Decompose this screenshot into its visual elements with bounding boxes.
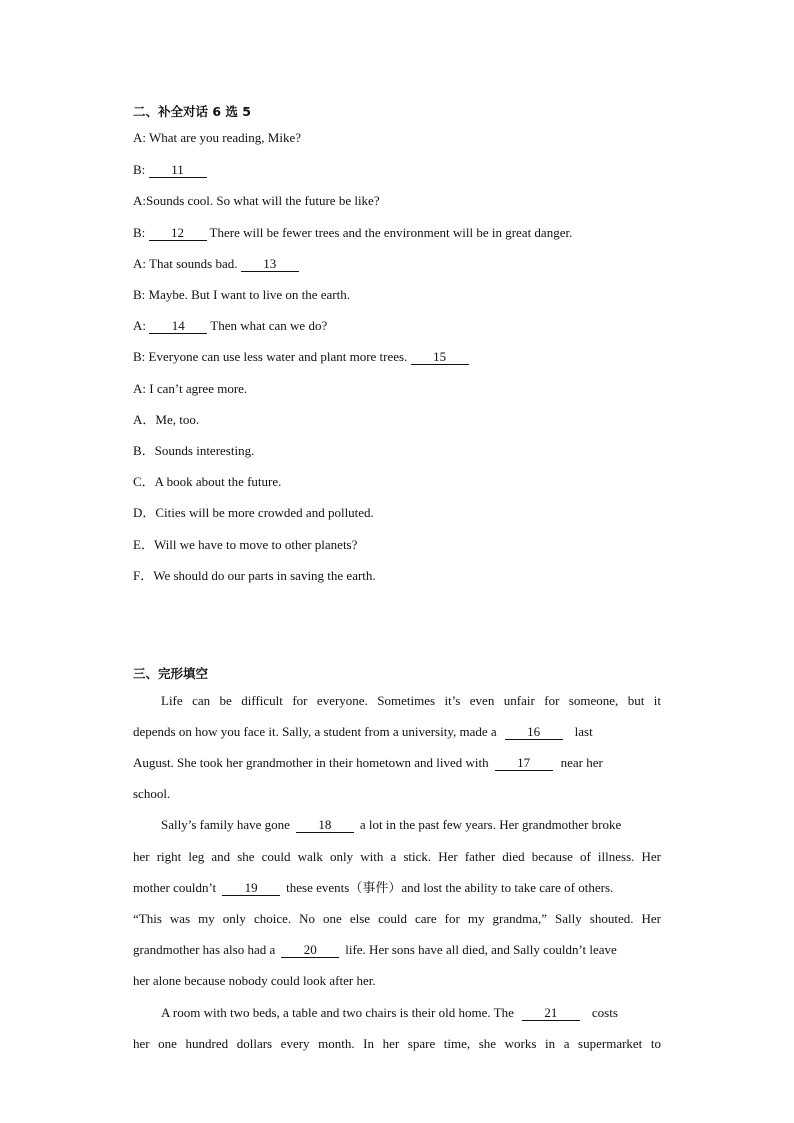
answer-blank[interactable]: 13 [241, 257, 299, 272]
dialogue-line: B: 11 [133, 162, 207, 178]
section-heading-cloze: 三、完形填空 [133, 666, 209, 681]
passage-line: “This was my only choice. No one else could care for my grandma,” Sally shouted. Her [133, 911, 661, 926]
answer-blank[interactable]: 21 [522, 1006, 580, 1021]
dialogue-line: B: Everyone can use less water and plant more trees. 15 [133, 349, 469, 365]
passage-line: August. She took her grandmother in their hometown and lived with 17 near her [133, 755, 603, 770]
dialogue-line: A: I can’t agree more. [133, 381, 248, 396]
answer-blank[interactable]: 11 [149, 163, 207, 178]
answer-blank[interactable]: 19 [222, 881, 280, 896]
passage-line: her alone because nobody could look after her. [133, 973, 376, 988]
option-item: E．Will we have to move to other planets? [133, 537, 358, 552]
dialogue-line: A: 14 Then what can we do? [133, 318, 328, 333]
answer-blank[interactable]: 17 [495, 756, 553, 771]
passage-line: Sally’s family have gone 18 a lot in the past few years. Her grandmother broke [161, 817, 622, 832]
option-item: A．Me, too. [133, 412, 200, 427]
passage-line: A room with two beds, a table and two chairs is their old home. The 21 costs [161, 1005, 618, 1020]
passage-line: grandmother has also had a 20 life. Her sons have all died, and Sally couldn’t leave [133, 942, 617, 957]
passage-line: her one hundred dollars every month. In her spare time, she works in a supermarket to [133, 1036, 661, 1051]
option-item: B．Sounds interesting. [133, 443, 255, 458]
passage-line: school. [133, 786, 171, 801]
option-item: F．We should do our parts in saving the earth. [133, 568, 376, 583]
passage-line: Life can be difficult for everyone. Sometimes it’s even unfair for someone, but it [161, 693, 661, 708]
passage-line: depends on how you face it. Sally, a student from a university, made a 16 last [133, 724, 593, 739]
option-item: D．Cities will be more crowded and polluted. [133, 505, 374, 520]
dialogue-line: A:Sounds cool. So what will the future be like? [133, 193, 380, 208]
answer-blank[interactable]: 18 [296, 818, 354, 833]
dialogue-line: A: What are you reading, Mike? [133, 130, 301, 145]
answer-blank[interactable]: 16 [505, 725, 563, 740]
answer-blank[interactable]: 14 [149, 319, 207, 334]
answer-blank[interactable]: 15 [411, 350, 469, 365]
section-heading-dialogue: 二、补全对话 6 选 5 [133, 104, 251, 119]
answer-blank[interactable]: 20 [281, 943, 339, 958]
passage-line: her right leg and she could walk only with a stick. Her father died because of illness. Her [133, 849, 661, 864]
option-item: C．A book about the future. [133, 474, 282, 489]
dialogue-line: B: Maybe. But I want to live on the earth. [133, 287, 350, 302]
dialogue-line: A: That sounds bad. 13 [133, 256, 299, 272]
answer-blank[interactable]: 12 [149, 226, 207, 241]
dialogue-line: B: 12 There will be fewer trees and the environment will be in great danger. [133, 225, 573, 240]
passage-line: mother couldn’t 19 these events（事件）and lost the ability to take care of others. [133, 880, 614, 895]
